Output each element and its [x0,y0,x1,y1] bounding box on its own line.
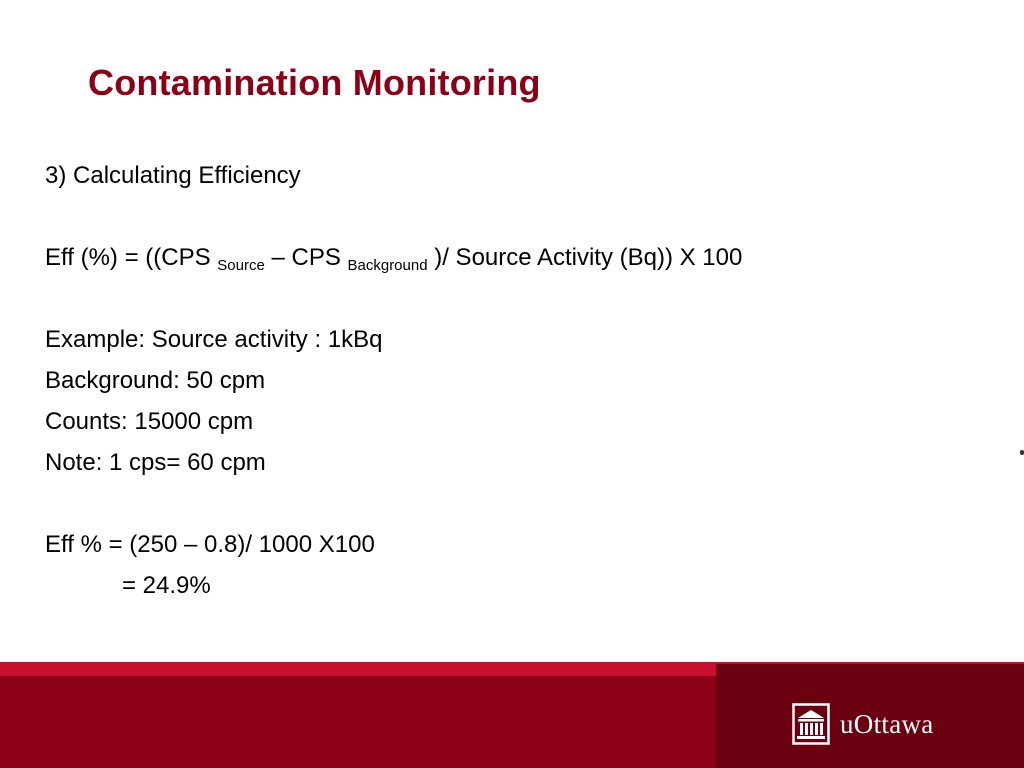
formula-middle: – CPS [264,244,348,271]
formula-prefix: Eff (%) = ((CPS [45,244,218,271]
formula-subscript-source: Source [217,257,265,274]
efficiency-formula [45,244,742,274]
example-source-activity: Example: Source activity : 1kBq [45,326,383,353]
uottawa-wordmark: uOttawa [840,708,934,739]
university-building-icon [792,703,830,745]
background-value: Background: 50 cpm [45,367,266,394]
uottawa-logo [792,702,934,746]
formula-subscript-background: Background [347,257,428,274]
efficiency-calculation: Eff % = (250 – 0.8)/ 1000 X100 [45,531,375,558]
edge-mark [1020,450,1024,455]
formula-suffix: )/ Source Activity (Bq)) X 100 [427,244,743,271]
efficiency-result: = 24.9% [122,572,211,599]
section-heading: 3) Calculating Efficiency [45,162,301,189]
slide-title: Contamination Monitoring [88,62,541,103]
counts-value: Counts: 15000 cpm [45,408,254,435]
conversion-note: Note: 1 cps= 60 cpm [45,449,266,476]
